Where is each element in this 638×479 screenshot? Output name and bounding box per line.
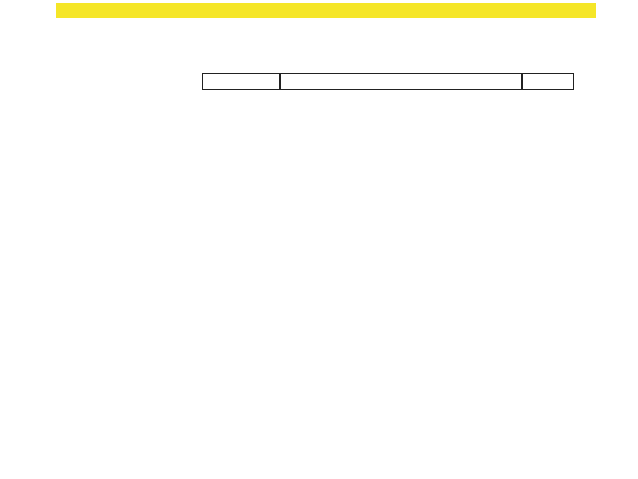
header-function: [202, 73, 280, 90]
slide-credit: [56, 3, 596, 18]
header-category: [280, 73, 522, 90]
header-id: [522, 73, 574, 90]
